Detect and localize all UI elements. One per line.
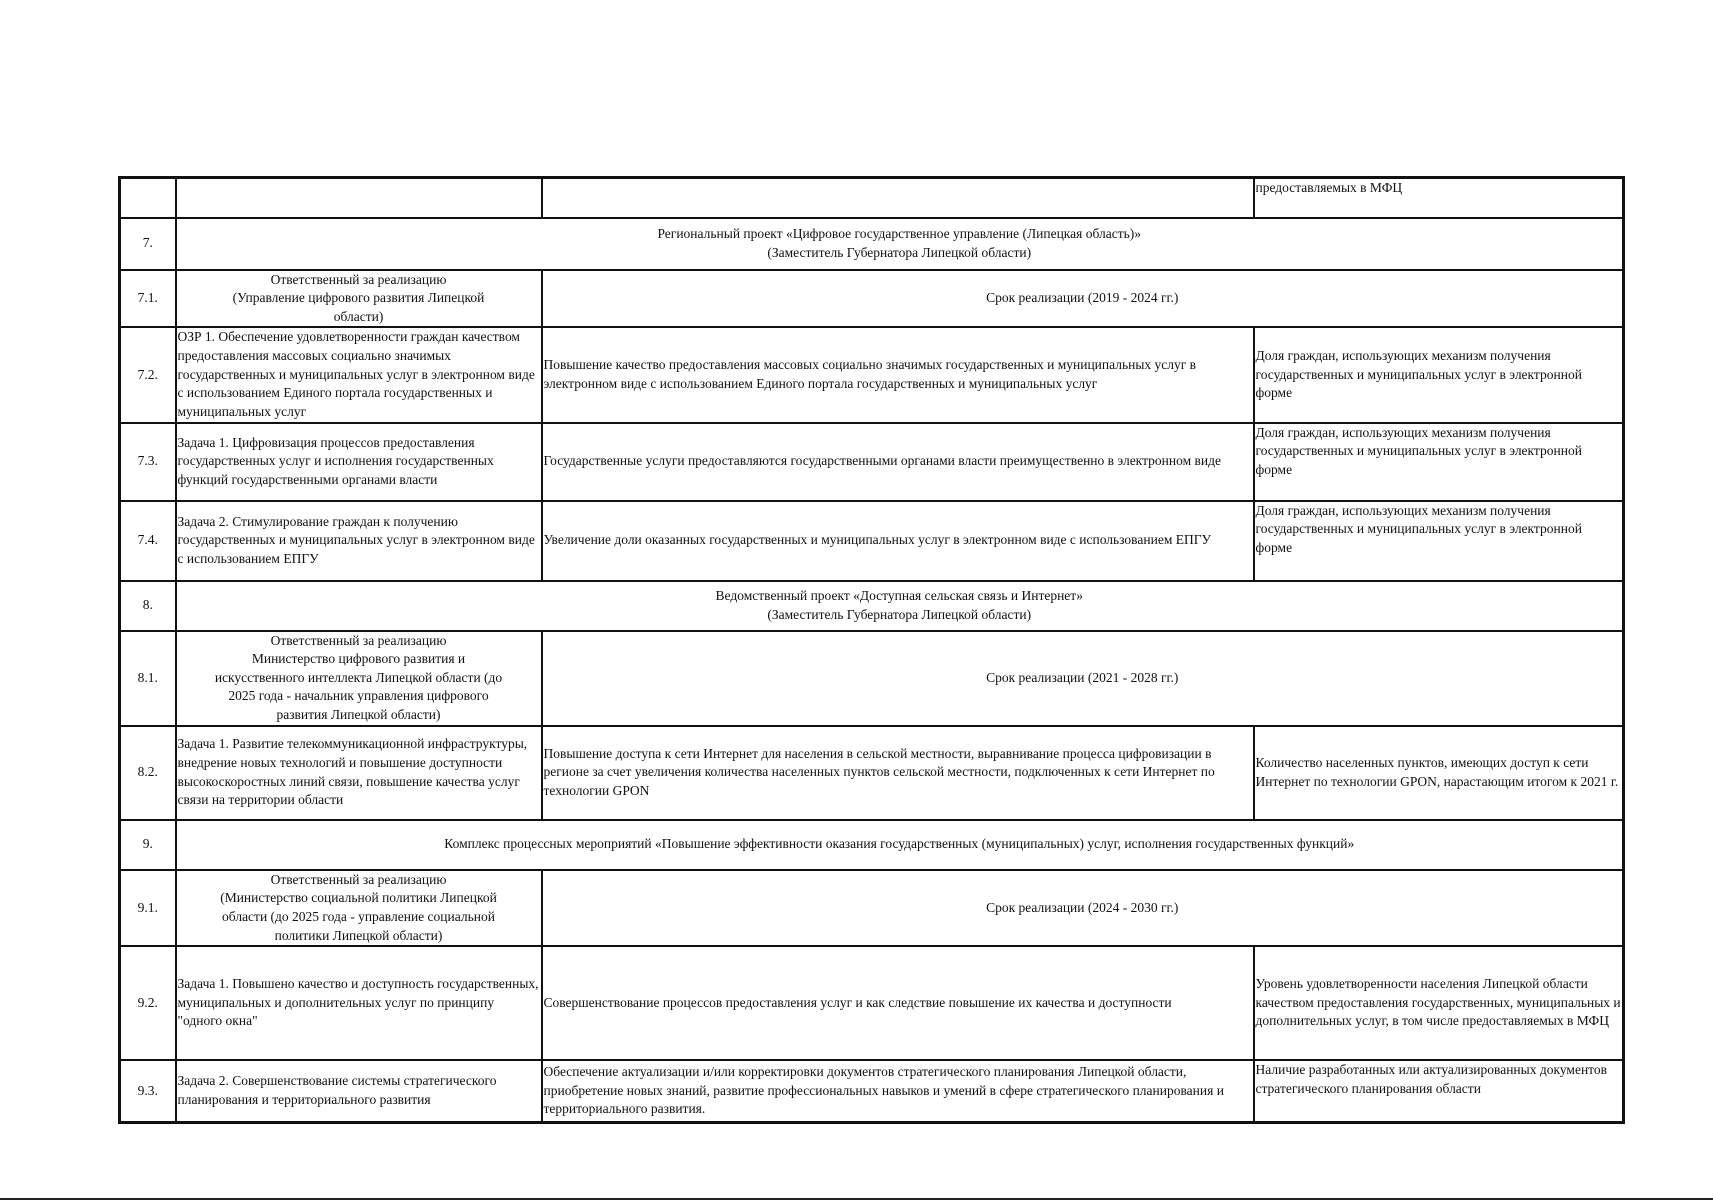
table-row bbox=[120, 327, 1624, 422]
row-number: 9. bbox=[120, 820, 176, 870]
responsible-line: (Министерство социальной политики Липецкой bbox=[220, 890, 497, 906]
responsible-row bbox=[120, 870, 1624, 947]
section-row bbox=[120, 218, 1624, 270]
result-cell: Совершенствование процессов предоставления услуг и как следствие повышение их качества и доступности bbox=[542, 946, 1254, 1060]
responsible-line: Ответственный за реализацию bbox=[270, 271, 447, 287]
indicator-cell: предоставляемых в МФЦ bbox=[1254, 178, 1624, 218]
task-cell: Задача 2. Совершенствование системы стратегического планирования и территориального развития bbox=[176, 1060, 542, 1122]
section-row bbox=[120, 581, 1624, 631]
task-cell: Задача 2. Стимулирование граждан к получению государственных и муниципальных услуг в электронном виде с использованием ЕПГУ bbox=[176, 501, 542, 581]
responsible-cell bbox=[176, 631, 542, 726]
responsible-line: Ответственный за реализацию bbox=[270, 871, 447, 887]
indicator-cell: Доля граждан, использующих механизм получения государственных и муниципальных услуг в электронной форме bbox=[1254, 423, 1624, 501]
indicator-cell: Доля граждан, использующих механизм получения государственных и муниципальных услуг в электронной форме bbox=[1254, 501, 1624, 581]
row-number: 8.2. bbox=[120, 726, 176, 820]
task-cell bbox=[176, 178, 542, 218]
responsible-row bbox=[120, 631, 1624, 726]
responsible-cell bbox=[176, 870, 542, 947]
section-title-line: (Заместитель Губернатора Липецкой области) bbox=[767, 244, 1032, 260]
row-number: 7.3. bbox=[120, 423, 176, 501]
task-cell: ОЗР 1. Обеспечение удовлетворенности граждан качеством предоставления массовых социально значимых государственных и муниципальных услуг в электронном виде с использованием Единого портала государственных и муниципальных услуг bbox=[176, 327, 542, 422]
row-number: 8. bbox=[120, 581, 176, 631]
task-cell: Задача 1. Цифровизация процессов предоставления государственных услуг и исполнения государственных функций государственными органами власти bbox=[176, 423, 542, 501]
document-table bbox=[118, 176, 1625, 1124]
term-cell: Срок реализации (2019 - 2024 гг.) bbox=[542, 270, 1624, 328]
table-row bbox=[120, 946, 1624, 1060]
row-number bbox=[120, 178, 176, 218]
result-cell: Повышение качество предоставления массовых социально значимых государственных и муниципальных услуг в электронном виде с использованием Единого портала государственных и муниципальных услуг bbox=[542, 327, 1254, 422]
section-title bbox=[176, 218, 1624, 270]
responsible-line: 2025 года - начальник управления цифрового bbox=[228, 688, 489, 704]
section-title bbox=[176, 581, 1624, 631]
indicator-cell: Доля граждан, использующих механизм получения государственных и муниципальных услуг в электронной форме bbox=[1254, 327, 1624, 422]
table-row bbox=[120, 178, 1624, 218]
section-title-line: (Заместитель Губернатора Липецкой области) bbox=[767, 606, 1032, 622]
table-row bbox=[120, 726, 1624, 820]
row-number: 8.1. bbox=[120, 631, 176, 726]
section-title-line: Комплекс процессных мероприятий «Повышение эффективности оказания государственных (муниципальных) услуг, исполнения государственных функций» bbox=[444, 836, 1355, 852]
table-row bbox=[120, 423, 1624, 501]
responsible-line: Министерство цифрового развития и bbox=[251, 651, 466, 667]
section-row bbox=[120, 820, 1624, 870]
term-cell: Срок реализации (2021 - 2028 гг.) bbox=[542, 631, 1624, 726]
row-number: 9.2. bbox=[120, 946, 176, 1060]
indicator-cell: Наличие разработанных или актуализированных документов стратегического планирования области bbox=[1254, 1060, 1624, 1122]
table-row bbox=[120, 1060, 1624, 1122]
row-number: 9.1. bbox=[120, 870, 176, 947]
responsible-line: Ответственный за реализацию bbox=[270, 632, 447, 648]
indicator-cell: Количество населенных пунктов, имеющих доступ к сети Интернет по технологии GPON, нарастающим итогом к 2021 г. bbox=[1254, 726, 1624, 820]
indicator-cell: Уровень удовлетворенности населения Липецкой области качеством предоставления государственных, муниципальных и дополнительных услуг, в том числе предоставляемых в МФЦ bbox=[1254, 946, 1624, 1060]
responsible-cell bbox=[176, 270, 542, 328]
row-number: 7.4. bbox=[120, 501, 176, 581]
responsible-line: искусственного интеллекта Липецкой области (до bbox=[214, 669, 503, 685]
table-row bbox=[120, 501, 1624, 581]
row-number: 7.2. bbox=[120, 327, 176, 422]
responsible-line: области) bbox=[333, 308, 384, 324]
result-cell: Увеличение доли оказанных государственных и муниципальных услуг в электронном виде с использованием ЕПГУ bbox=[542, 501, 1254, 581]
row-number: 9.3. bbox=[120, 1060, 176, 1122]
task-cell: Задача 1. Развитие телекоммуникационной инфраструктуры, внедрение новых технологий и повышение доступности высокоскоростных линий связи, повышение качества услуг связи на территории области bbox=[176, 726, 542, 820]
term-cell: Срок реализации (2024 - 2030 гг.) bbox=[542, 870, 1624, 947]
section-title-line: Региональный проект «Цифровое государственное управление (Липецкая область)» bbox=[657, 225, 1142, 241]
result-cell bbox=[542, 178, 1254, 218]
task-cell: Задача 1. Повышено качество и доступность государственных, муниципальных и дополнительных услуг по принципу "одного окна" bbox=[176, 946, 542, 1060]
section-title-line: Ведомственный проект «Доступная сельская связь и Интернет» bbox=[715, 587, 1083, 603]
responsible-line: политики Липецкой области) bbox=[274, 927, 443, 943]
row-number: 7.1. bbox=[120, 270, 176, 328]
responsible-line: (Управление цифрового развития Липецкой bbox=[232, 290, 485, 306]
responsible-row bbox=[120, 270, 1624, 328]
responsible-line: развития Липецкой области) bbox=[276, 707, 441, 722]
result-cell: Государственные услуги предоставляются государственными органами власти преимущественно в электронном виде bbox=[542, 423, 1254, 501]
section-title bbox=[176, 820, 1624, 870]
result-cell: Повышение доступа к сети Интернет для населения в сельской местности, выравнивание процесса цифровизации в регионе за счет увеличения количества населенных пунктов сельской местности, подключенных к сети Интернет по технологии GPON bbox=[542, 726, 1254, 820]
result-cell: Обеспечение актуализации и/или корректировки документов стратегического планирования Липецкой области, приобретение новых знаний, развитие профессиональных навыков и умений в сфере стратегического планирования и территориального развития. bbox=[542, 1060, 1254, 1122]
row-number: 7. bbox=[120, 218, 176, 270]
responsible-line: области (до 2025 года - управление социальной bbox=[222, 908, 495, 924]
